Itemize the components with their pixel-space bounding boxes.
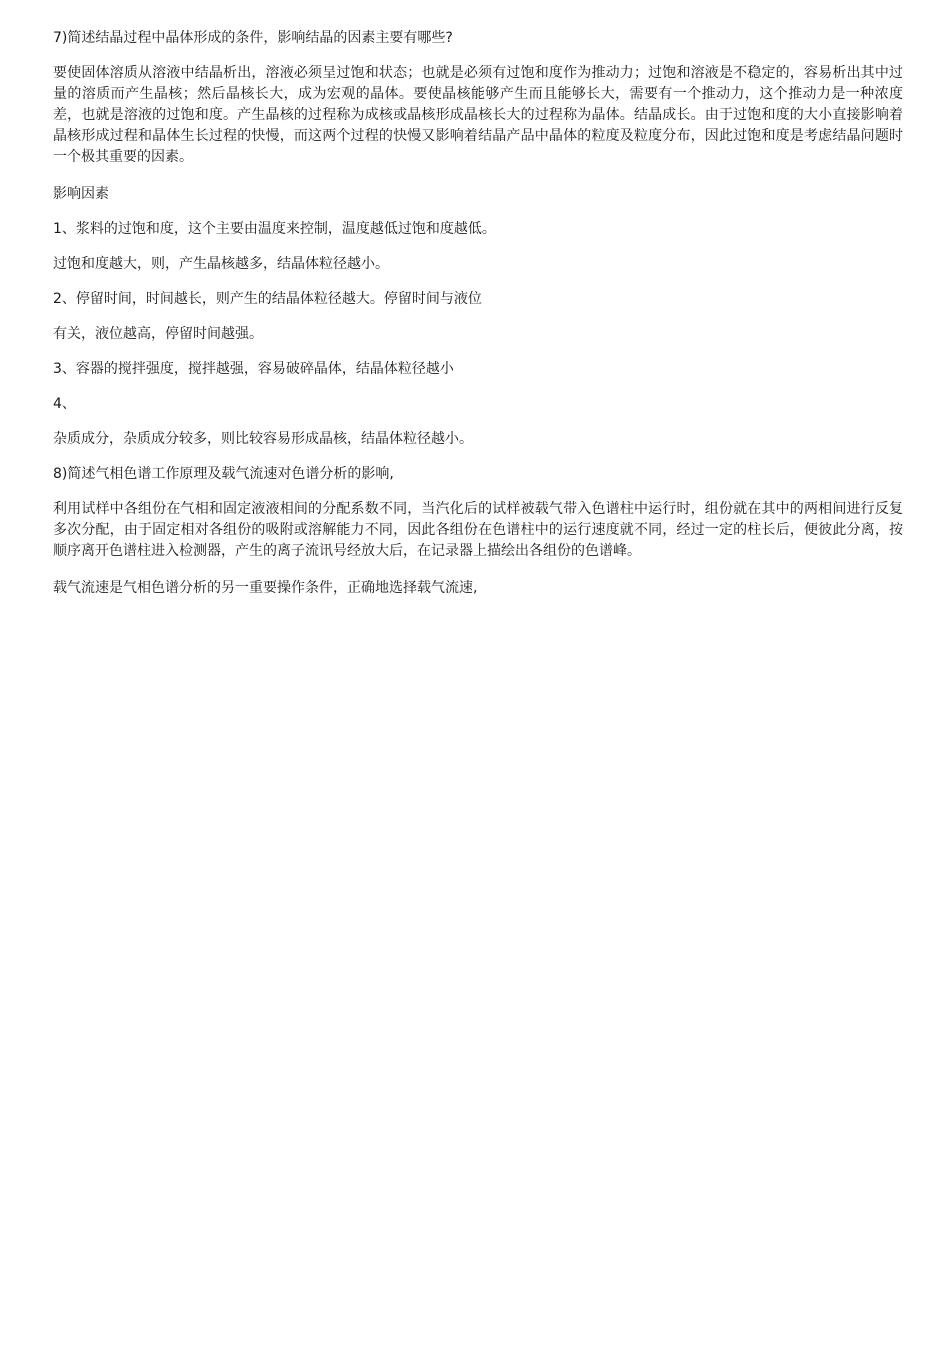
factor-1-detail: 过饱和度越大，则，产生晶核越多，结晶体粒径越小。	[53, 256, 389, 272]
factor-1: 1、浆料的过饱和度，这个主要由温度来控制，温度越低过饱和度越低。	[53, 221, 496, 237]
factor-2: 2、停留时间，时间越长，则产生的结晶体粒径越大。停留时间与液位	[53, 291, 482, 307]
factor-4-detail: 杂质成分，杂质成分较多，则比较容易形成晶核，结晶体粒径越小。	[53, 431, 473, 447]
carrier-gas-paragraph: 载气流速是气相色谱分析的另一重要操作条件，正确地选择载气流速,	[53, 580, 478, 596]
factors-heading: 影响因素	[53, 186, 109, 202]
factor-3: 3、容器的搅拌强度，搅拌越强，容易破碎晶体，结晶体粒径越小	[53, 361, 454, 377]
factor-4: 4、	[53, 396, 76, 412]
question-8-heading: 8)简述气相色谱工作原理及载气流速对色谱分析的影响,	[53, 466, 394, 482]
document-page	[53, 28, 903, 613]
question-7-answer: 要使固体溶质从溶液中结晶析出，溶液必须呈过饱和状态；也就是必须有过饱和度作为推动力；过饱和溶液是不稳定的，容易析出其中过量的溶质而产生晶核；然后晶核长大，成为宏观的晶体。要使晶核能够产生而且能够长大，需要有一个推动力，这个推动力是一种浓度差，也就是溶液的过饱和度。产生晶核的过程称为成核或晶核形成晶核长大的过程称为晶体。结晶成长。由于过饱和度的大小直接影响着晶核形成过程和晶体生长过程的快慢，而这两个过程的快慢又影响着结晶产品中晶体的粒度及粒度分布，因此过饱和度是考虑结晶问题时一个极其重要的因素。	[53, 65, 903, 165]
question-8-answer: 利用试样中各组份在气相和固定液液相间的分配系数不同，当汽化后的试样被载气带入色谱柱中运行时，组份就在其中的两相间进行反复多次分配，由于固定相对各组份的吸附或溶解能力不同，因此各组份在色谱柱中的运行速度就不同，经过一定的柱长后，便彼此分离，按顺序离开色谱柱进入检测器，产生的离子流讯号经放大后，在记录器上描绘出各组份的色谱峰。	[53, 501, 903, 559]
question-7-heading: 7)简述结晶过程中晶体形成的条件，影响结晶的因素主要有哪些?	[53, 30, 453, 46]
factor-2-detail: 有关，液位越高，停留时间越强。	[53, 326, 263, 342]
